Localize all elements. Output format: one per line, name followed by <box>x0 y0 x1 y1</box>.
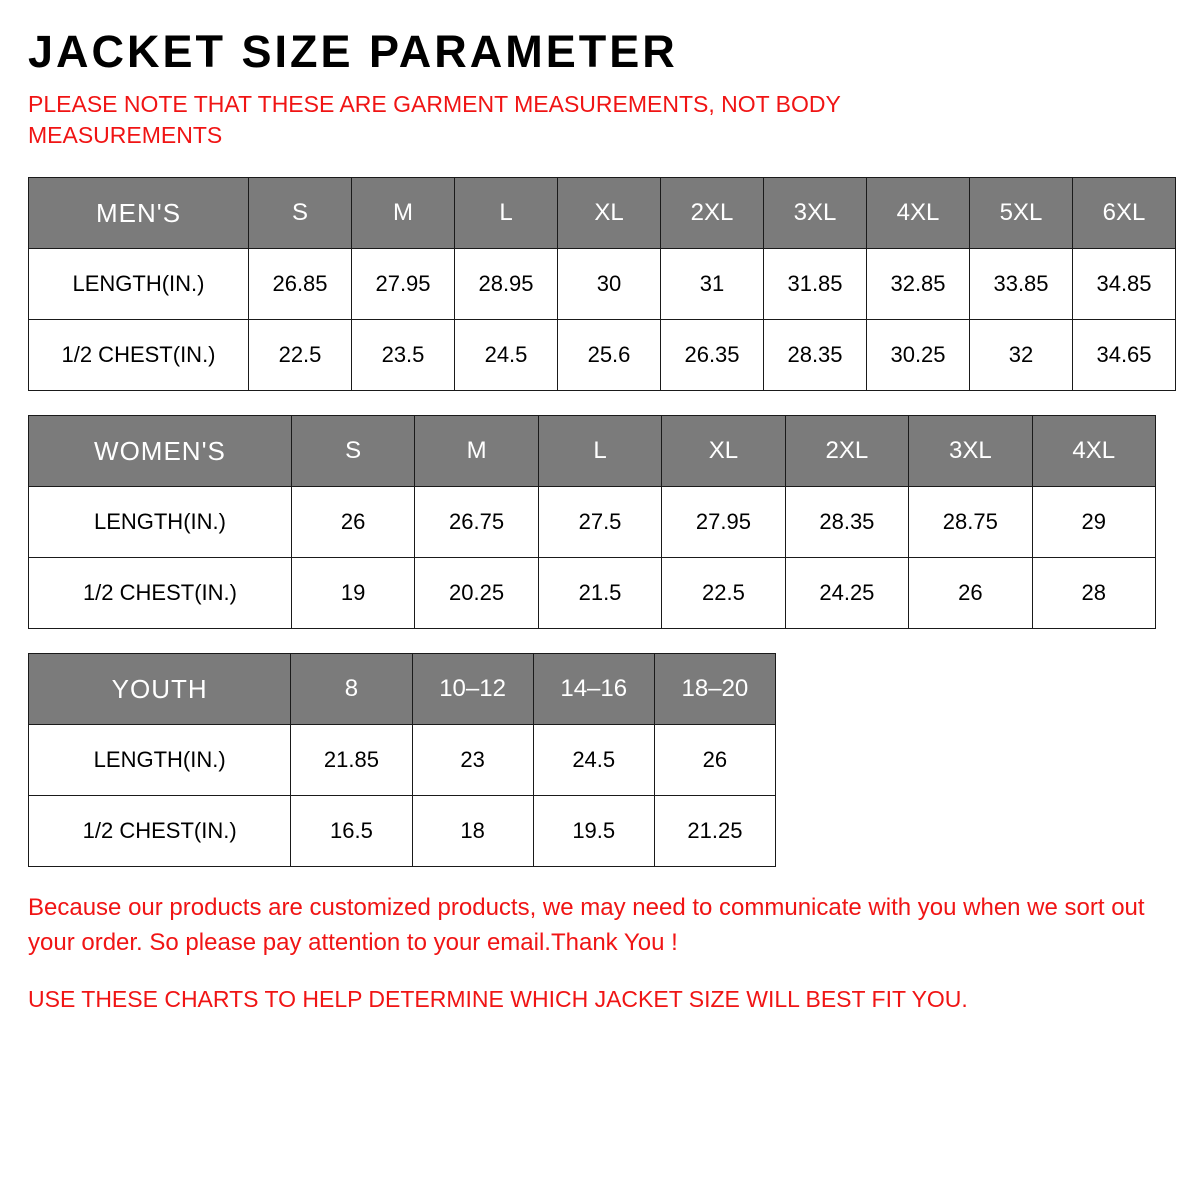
womens-size-header: S <box>291 416 414 487</box>
womens-row-label: 1/2 CHEST(IN.) <box>29 558 292 629</box>
mens-row-label: 1/2 CHEST(IN.) <box>29 320 249 391</box>
womens-size-header: 2XL <box>785 416 908 487</box>
mens-category-label: MEN'S <box>29 178 249 249</box>
womens-cell: 21.5 <box>538 558 661 629</box>
womens-cell: 19 <box>291 558 414 629</box>
youth-cell: 19.5 <box>533 796 654 867</box>
mens-cell: 30.25 <box>867 320 970 391</box>
youth-size-header: 10–12 <box>412 654 533 725</box>
mens-size-header: L <box>455 178 558 249</box>
womens-size-header: 4XL <box>1032 416 1155 487</box>
mens-cell: 26.85 <box>249 249 352 320</box>
womens-row-label: LENGTH(IN.) <box>29 487 292 558</box>
womens-cell: 27.95 <box>662 487 785 558</box>
mens-size-header: 3XL <box>764 178 867 249</box>
mens-size-header: 6XL <box>1073 178 1176 249</box>
womens-category-label: WOMEN'S <box>29 416 292 487</box>
chart-usage-note: USE THESE CHARTS TO HELP DETERMINE WHICH JACKET SIZE WILL BEST FIT YOU. <box>28 985 968 1012</box>
page-title: JACKET SIZE PARAMETER <box>28 26 678 77</box>
mens-cell: 33.85 <box>970 249 1073 320</box>
youth-size-table <box>28 653 776 867</box>
womens-cell: 28.75 <box>909 487 1032 558</box>
youth-row-label: 1/2 CHEST(IN.) <box>29 796 291 867</box>
mens-size-header: XL <box>558 178 661 249</box>
mens-cell: 34.65 <box>1073 320 1176 391</box>
youth-cell: 24.5 <box>533 725 654 796</box>
mens-size-header: S <box>249 178 352 249</box>
mens-cell: 25.6 <box>558 320 661 391</box>
mens-cell: 28.35 <box>764 320 867 391</box>
youth-category-label: YOUTH <box>29 654 291 725</box>
youth-cell: 16.5 <box>291 796 412 867</box>
customization-note: Because our products are customized products, we may need to communicate with you when we sort out your order. So please pay attention to your email.Thank You ! <box>28 894 1145 957</box>
table-row <box>29 796 776 867</box>
table-row <box>29 487 1156 558</box>
mens-cell: 32 <box>970 320 1073 391</box>
youth-row-label: LENGTH(IN.) <box>29 725 291 796</box>
womens-cell: 26 <box>291 487 414 558</box>
womens-cell: 22.5 <box>662 558 785 629</box>
mens-cell: 27.95 <box>352 249 455 320</box>
youth-cell: 18 <box>412 796 533 867</box>
mens-size-table <box>28 177 1176 391</box>
youth-cell: 23 <box>412 725 533 796</box>
mens-size-header: M <box>352 178 455 249</box>
table-row <box>29 249 1176 320</box>
youth-size-header: 18–20 <box>654 654 775 725</box>
youth-cell: 26 <box>654 725 775 796</box>
garment-measurement-note: PLEASE NOTE THAT THESE ARE GARMENT MEASUREMENTS, NOT BODY MEASUREMENTS <box>28 91 841 149</box>
womens-cell: 20.25 <box>415 558 538 629</box>
mens-cell: 31.85 <box>764 249 867 320</box>
womens-cell: 26.75 <box>415 487 538 558</box>
mens-cell: 30 <box>558 249 661 320</box>
womens-size-header: L <box>538 416 661 487</box>
womens-cell: 26 <box>909 558 1032 629</box>
womens-size-header: 3XL <box>909 416 1032 487</box>
mens-size-header: 5XL <box>970 178 1073 249</box>
womens-size-header: XL <box>662 416 785 487</box>
mens-size-header: 2XL <box>661 178 764 249</box>
table-header-row <box>29 178 1176 249</box>
mens-cell: 24.5 <box>455 320 558 391</box>
mens-cell: 32.85 <box>867 249 970 320</box>
mens-row-label: LENGTH(IN.) <box>29 249 249 320</box>
mens-cell: 28.95 <box>455 249 558 320</box>
youth-size-header: 8 <box>291 654 412 725</box>
womens-cell: 24.25 <box>785 558 908 629</box>
table-header-row <box>29 416 1156 487</box>
mens-cell: 34.85 <box>1073 249 1176 320</box>
womens-size-table <box>28 415 1156 629</box>
womens-size-header: M <box>415 416 538 487</box>
mens-cell: 23.5 <box>352 320 455 391</box>
mens-cell: 26.35 <box>661 320 764 391</box>
womens-cell: 27.5 <box>538 487 661 558</box>
mens-cell: 22.5 <box>249 320 352 391</box>
womens-cell: 29 <box>1032 487 1155 558</box>
youth-cell: 21.85 <box>291 725 412 796</box>
table-row <box>29 725 776 796</box>
table-row <box>29 558 1156 629</box>
youth-size-header: 14–16 <box>533 654 654 725</box>
youth-cell: 21.25 <box>654 796 775 867</box>
mens-size-header: 4XL <box>867 178 970 249</box>
table-header-row <box>29 654 776 725</box>
table-row <box>29 320 1176 391</box>
womens-cell: 28 <box>1032 558 1155 629</box>
womens-cell: 28.35 <box>785 487 908 558</box>
mens-cell: 31 <box>661 249 764 320</box>
